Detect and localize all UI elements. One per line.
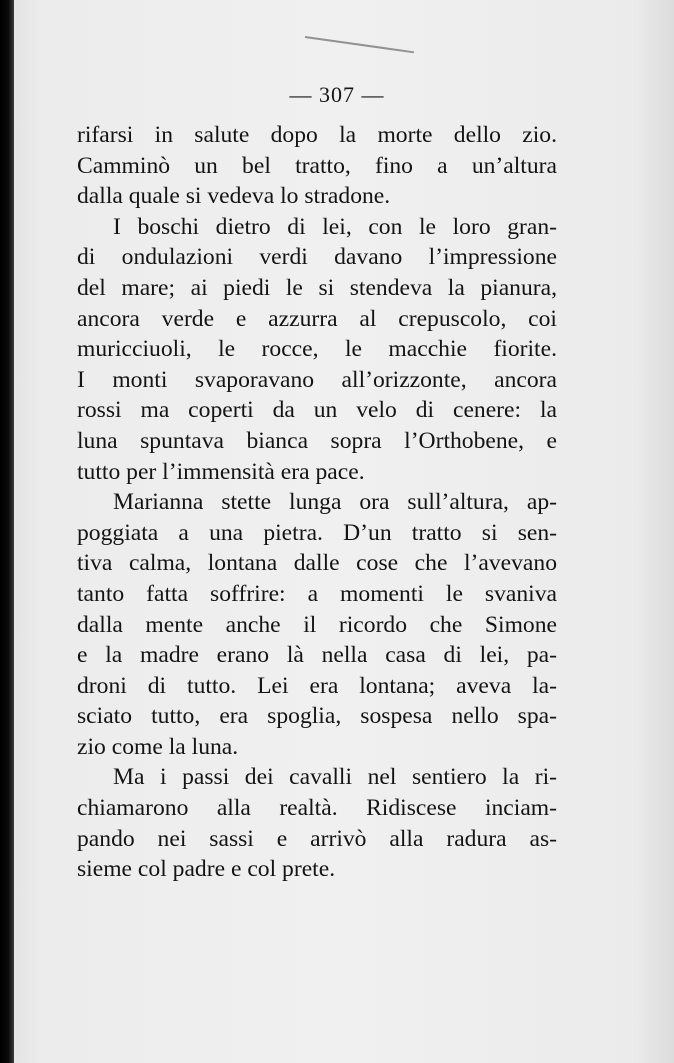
text-line: zio come la luna.: [77, 733, 239, 760]
text-line: tanto fatta soffrire: a momenti le svaniva: [77, 580, 557, 607]
text-line: Marianna stette lunga ora sull’altura, ap-: [113, 489, 557, 516]
text-line: chiamarono alla realtà. Ridiscese inciam-: [77, 795, 557, 822]
text-line: dalla quale si vedeva lo stradone.: [77, 183, 391, 210]
page-number: — 307 —: [289, 82, 385, 107]
scan-scratch-mark: [305, 36, 414, 53]
text-line: pando nei sassi e arrivò alla radura as-: [77, 825, 557, 852]
text-line: sciato tutto, era spoglia, sospesa nello spa-: [77, 703, 557, 730]
text-line: tutto per l’immensità era pace.: [77, 458, 365, 485]
book-spine-shadow: [0, 0, 14, 1063]
text-line: muricciuoli, le rocce, le macchie fiorite.: [77, 336, 557, 363]
text-line: e la madre erano là nella casa di lei, pa-: [77, 642, 557, 669]
text-line: rifarsi in salute dopo la morte dello zio.: [77, 122, 557, 148]
body-text: [77, 120, 557, 885]
text-line: tiva calma, lontana dalle cose che l’avevano: [77, 550, 557, 577]
text-line: del mare; ai piedi le si stendeva la pianura,: [77, 274, 557, 301]
text-line: sieme col padre e col prete.: [77, 856, 336, 883]
text-line: droni di tutto. Lei era lontana; aveva la-: [77, 672, 557, 699]
text-line: ancora verde e azzurra al crepuscolo, coi: [77, 305, 557, 332]
text-line: dalla mente anche il ricordo che Simone: [77, 611, 557, 638]
text-line: Ma i passi dei cavalli nel sentiero la ri-: [113, 764, 557, 791]
text-line: Camminò un bel tratto, fino a un’altura: [77, 152, 557, 179]
text-line: I monti svaporavano all’orizzonte, ancora: [77, 366, 557, 393]
text-line: rossi ma coperti da un velo di cenere: la: [77, 397, 557, 424]
text-line: I boschi dietro di lei, con le loro gran-: [113, 213, 557, 240]
text-line: poggiata a una pietra. D’un tratto si sen-: [77, 519, 557, 546]
text-line: di ondulazioni verdi davano l’impressione: [77, 244, 557, 271]
text-line: luna spuntava bianca sopra l’Orthobene, e: [77, 427, 557, 454]
